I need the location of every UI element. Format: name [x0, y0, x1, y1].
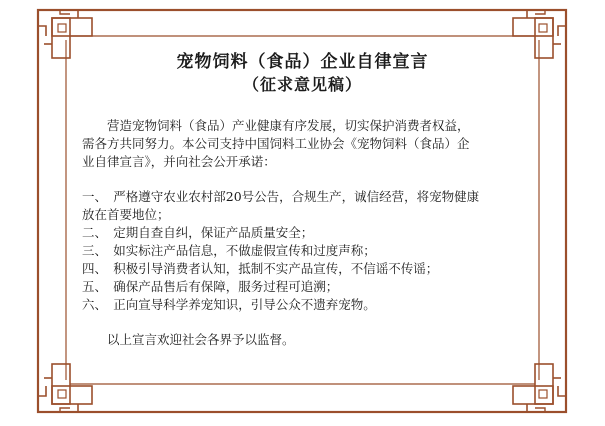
pledge-item-2: 二、 定期自查自纠，保证产品质量安全； — [82, 225, 314, 240]
pledge-item-6: 六、 正向宣导科学养宠知识，引导公众不遗弃宠物。 — [82, 297, 376, 312]
document-subtitle: （征求意见稿） — [242, 75, 362, 94]
document-title: 宠物饲料（食品）企业自律宣言 — [176, 52, 429, 72]
intro-line-1: 营造宠物饲料（食品）产业健康有序发展，切实保护消费者权益， — [82, 118, 470, 133]
pledge-item-4: 四、 积极引导消费者认知，抵制不实产品宣传，不信谣不传谣； — [82, 261, 439, 276]
intro-line-3: 业自律宣言》，并向社会公开承诺： — [82, 154, 276, 169]
pledge-item-1-line-2: 放在首要地位； — [82, 207, 170, 222]
corner-ornament-bottom-left — [38, 364, 92, 412]
pledge-item-5: 五、 确保产品售后有保障，服务过程可追溯； — [82, 279, 339, 294]
closing-statement: 以上宣言欢迎社会各界予以监督。 — [82, 332, 295, 347]
pledge-item-3: 三、 如实标注产品信息，不做虚假宣传和过度声称； — [82, 243, 376, 258]
pledge-item-1-line-1: 一、 严格遵守农业农村部20号公告，合规生产，诚信经营，将宠物健康 — [82, 189, 480, 204]
intro-line-2: 需各方共同努力。本公司支持中国饲料工业协会《宠物饲料（食品）企 — [82, 136, 470, 151]
